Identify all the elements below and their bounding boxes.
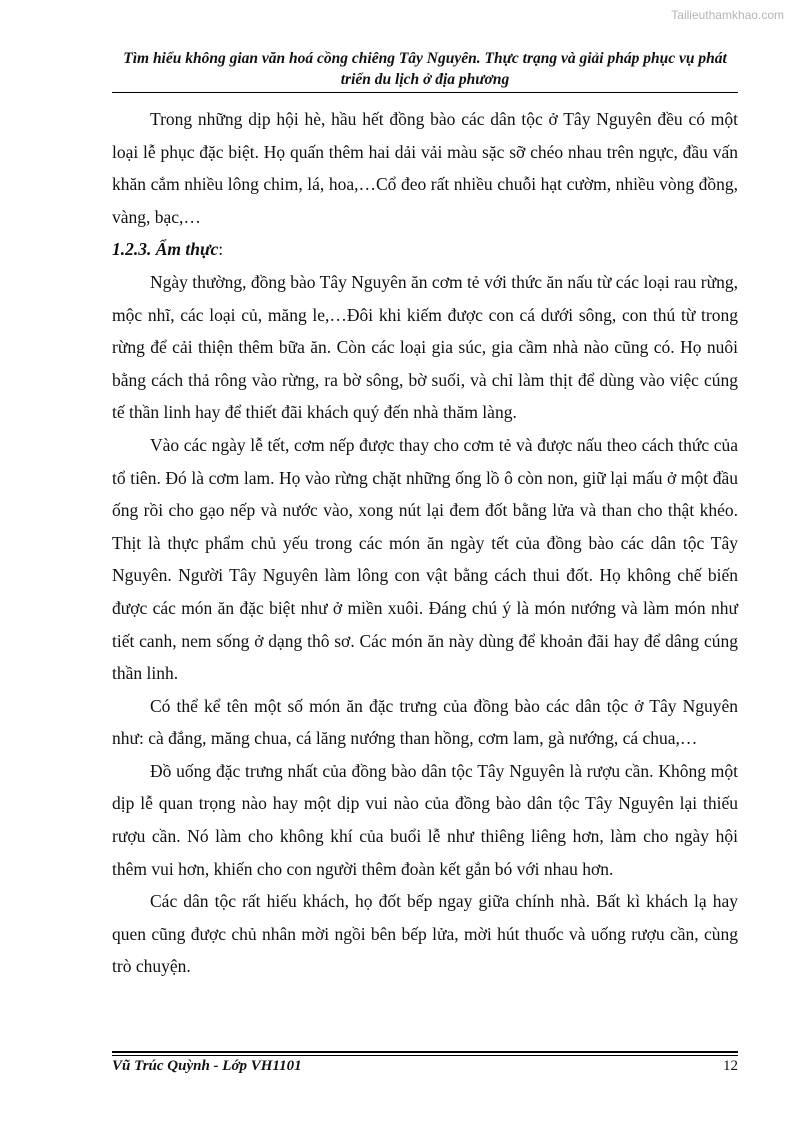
- paragraph-festival-food: Vào các ngày lễ tết, cơm nếp được thay cho cơm tẻ và được nấu theo cách thức của tổ tiên. Đó là cơm lam. Họ vào rừng chặt những ống lồ ô còn non, giữ lại mấu ở một đầu ống rồi cho gạo nếp và nước vào, xong nút lại đem đốt bằng lửa và than cho thật khéo. Thịt là thực phẩm chủ yếu trong các món ăn ngày tết của đồng bào các dân tộc Tây Nguyên. Người Tây Nguyên làm lông con vật bằng cách thui đốt. Họ không chế biến được các món ăn đặc biệt như ở miền xuôi. Đáng chú ý là món nướng và làm món như tiết canh, nem sống ở dạng thô sơ. Các món ăn này dùng để khoản đãi hay để dâng cúng thần linh.: [112, 434, 738, 684]
- paragraph-costume: Trong những dịp hội hè, hầu hết đồng bào các dân tộc ở Tây Nguyên đều có một loại lễ phục đặc biệt. Họ quấn thêm hai dải vải màu sặc sỡ chéo nhau trên ngực, đầu vấn khăn cắm nhiều lông chim, lá, hoa,…Cổ đeo rất nhiều chuỗi hạt cườm, nhiều vòng đồng, vàng, bạc,…: [112, 109, 738, 227]
- section-heading: [112, 233, 738, 266]
- header-divider: [112, 92, 738, 93]
- watermark: Tailieuthamkhao.com: [671, 8, 784, 22]
- section-heading-colon: :: [218, 239, 224, 260]
- paragraph-drinks: Đồ uống đặc trưng nhất của đồng bào dân tộc Tây Nguyên là rượu cần. Không một dịp lễ quan trọng nào hay một dịp vui nào của đồng bào dân tộc Tây Nguyên lại thiếu rượu cần. Nó làm cho không khí của buổi lễ như thiêng liêng hơn, làm cho ngày hội thêm vui hơn, khiến cho con người thêm đoàn kết gắn bó với nhau hơn.: [112, 760, 738, 879]
- footer-divider-thin: [112, 1055, 738, 1056]
- footer-author: Vũ Trúc Quỳnh - Lớp VH1101: [112, 1058, 302, 1074]
- page-number: 12: [723, 1058, 738, 1074]
- section-heading-text: 1.2.3. Ẩm thực: [112, 239, 219, 260]
- running-header: Tìm hiểu không gian văn hoá cồng chiêng Tây Nguyên. Thực trạng và giải pháp phục vụ phát triển du lịch ở địa phương: [123, 50, 727, 88]
- paragraph-hospitality: Các dân tộc rất hiếu khách, họ đốt bếp ngay giữa chính nhà. Bất kì khách lạ hay quen cũng được chủ nhân mời ngồi bên bếp lửa, mời hút thuốc và uống rượu cần, cùng trò chuyện.: [112, 891, 738, 977]
- paragraph-dishes: Có thể kể tên một số món ăn đặc trưng của đồng bào các dân tộc ở Tây Nguyên như: cà đắng, măng chua, cá lăng nướng than hồng, cơm lam, gà nướng, cá chua,…: [112, 695, 738, 749]
- footer-divider-thick: [112, 1051, 738, 1053]
- paragraph-daily-food: Ngày thường, đồng bào Tây Nguyên ăn cơm tẻ với thức ăn nấu từ các loại rau rừng, mộc nhĩ, các loại củ, măng le,…Đôi khi kiếm được con cá dưới sông, con thú từ trong rừng để cải thiện thêm bữa ăn. Còn các loại gia súc, gia cầm nhà nào cũng có. Họ nuôi bằng cách thả rông vào rừng, ra bờ sông, bờ suối, và chỉ làm thịt để dùng vào việc cúng tế thần linh hay để thiết đãi khách quý đến nhà thăm làng.: [112, 271, 738, 423]
- page-content: [112, 103, 738, 983]
